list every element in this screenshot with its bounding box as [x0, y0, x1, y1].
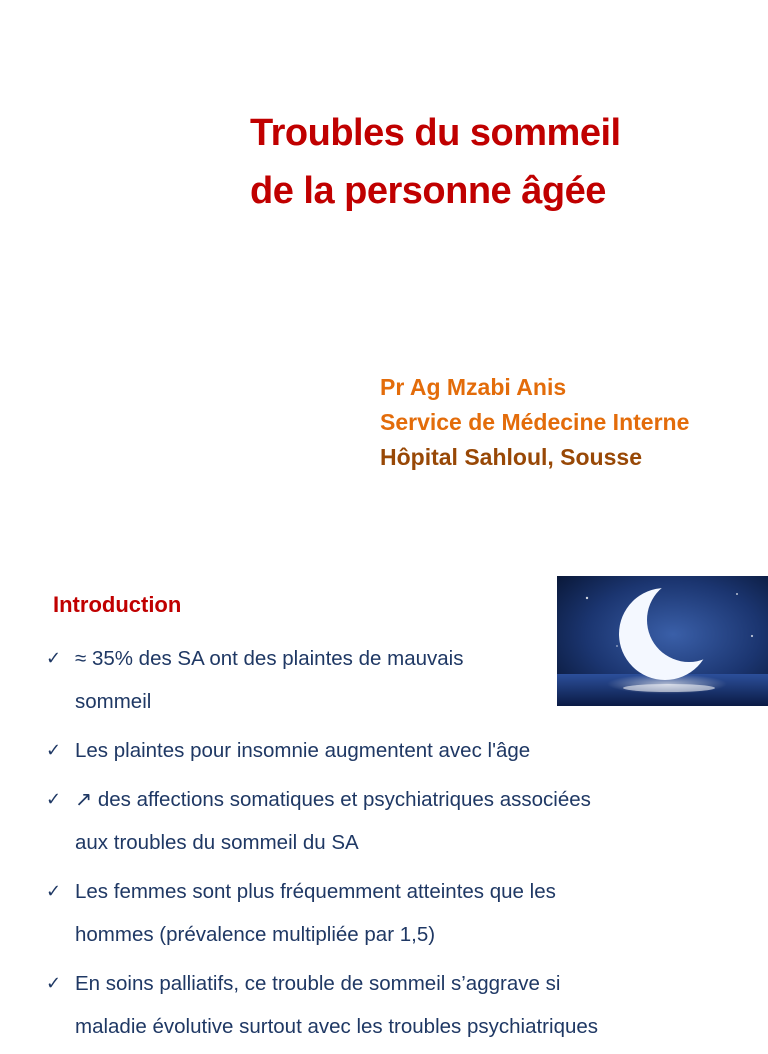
- bullet-item: [46, 637, 535, 723]
- bullet-item: [46, 729, 766, 772]
- slide-title: [250, 104, 750, 220]
- author-hospital: Hôpital Sahloul, Sousse: [380, 444, 642, 470]
- title-line-1: Troubles du sommeil: [250, 112, 621, 154]
- bullet-line: Les plaintes pour insomnie augmentent avec l'âge: [75, 739, 531, 762]
- author-block: [380, 370, 768, 475]
- bullet-line: ≈ 35% des SA ont des plaintes de mauvais: [75, 647, 464, 670]
- bullet-line: maladie évolutive surtout avec les troubles psychiatriques: [75, 1015, 599, 1038]
- bullet-item: [46, 870, 766, 956]
- intro-bullet-list: [46, 637, 766, 1054]
- bullet-line: aux troubles du sommeil du SA: [75, 831, 359, 854]
- author-department: Service de Médecine Interne: [380, 409, 690, 435]
- bullet-line: Les femmes sont plus fréquemment atteintes que les: [75, 880, 556, 903]
- check-icon: ✓: [46, 881, 62, 902]
- check-icon: ✓: [46, 740, 62, 761]
- title-line-2: de la personne âgée: [250, 170, 606, 212]
- bullet-line: En soins palliatifs, ce trouble de sommeil s’aggrave si: [75, 972, 561, 995]
- check-icon: ✓: [46, 973, 62, 994]
- check-icon: ✓: [46, 789, 62, 810]
- bullet-line: hommes (prévalence multipliée par 1,5): [75, 923, 436, 946]
- check-icon: ✓: [46, 648, 62, 669]
- author-name: Pr Ag Mzabi Anis: [380, 374, 567, 400]
- bullet-line: ↗ des affections somatiques et psychiatriques associées: [75, 788, 591, 811]
- bullet-line: sommeil: [75, 690, 152, 713]
- bullet-item: [46, 778, 766, 864]
- intro-heading: Introduction: [53, 592, 182, 617]
- bullet-item: [46, 962, 766, 1048]
